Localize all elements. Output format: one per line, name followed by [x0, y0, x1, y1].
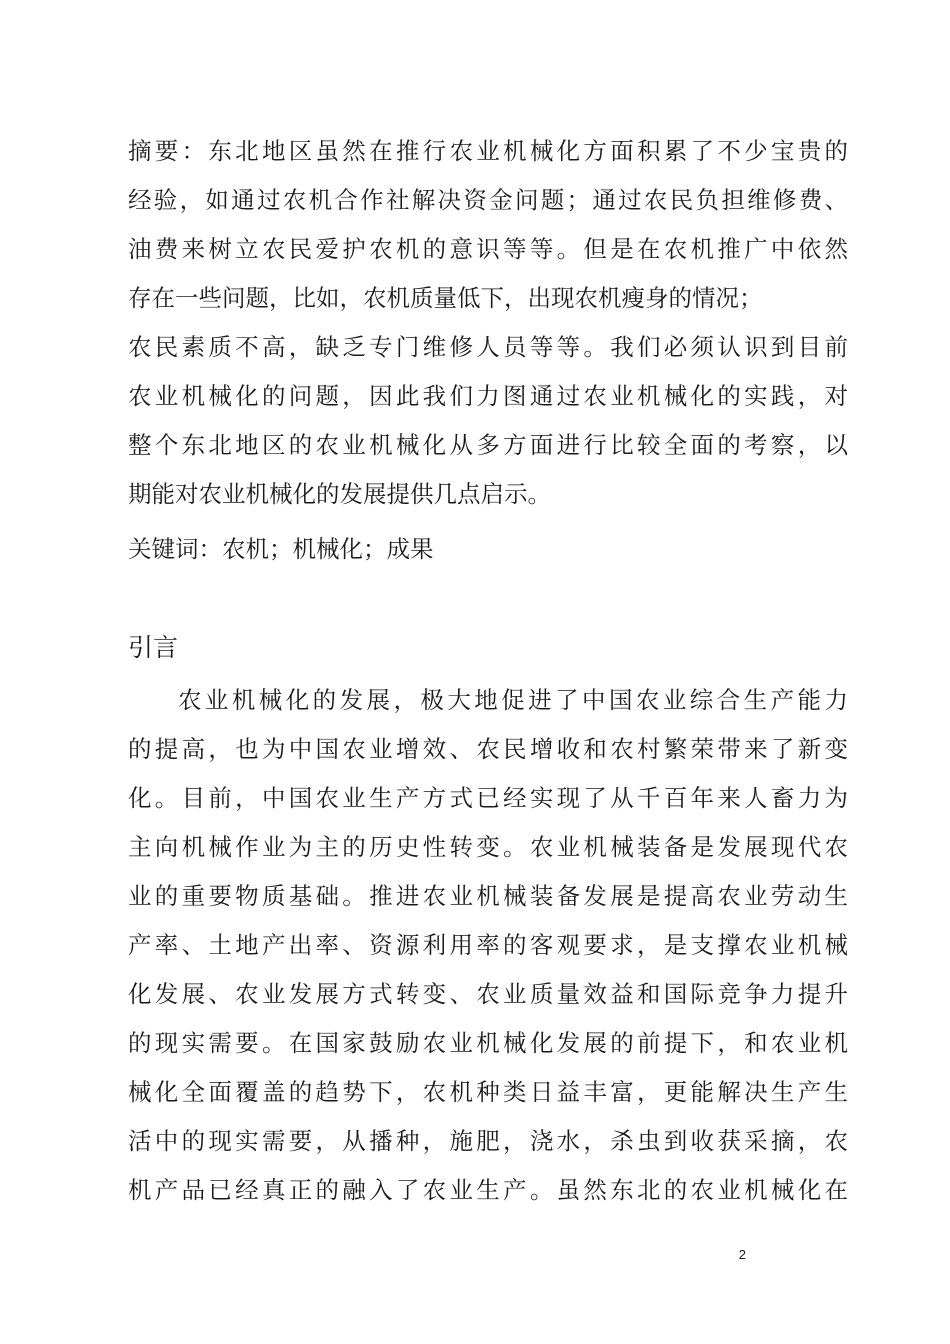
abstract-line: 整个东北地区的农业机械化从多方面进行比较全面的考察，以 — [128, 431, 848, 459]
paragraph-line: 械化全面覆盖的趋势下，农机种类日益丰富，更能解决生产生 — [128, 1078, 848, 1106]
paragraph-line: 产率、土地产出率、资源利用率的客观要求，是支撑农业机械 — [128, 931, 848, 959]
abstract-line: 存在一些问题，比如，农机质量低下，出现农机瘦身的情况； — [128, 284, 763, 312]
paragraph-line: 业的重要物质基础。推进农业机械装备发展是提高农业劳动生 — [128, 882, 848, 910]
paragraph-line: 的现实需要。在国家鼓励农业机械化发展的前提下，和农业机 — [128, 1029, 848, 1057]
paragraph-line: 农业机械化的发展，极大地促进了中国农业综合生产能力 — [178, 686, 848, 714]
paragraph-line: 机产品已经真正的融入了农业生产。虽然东北的农业机械化在 — [128, 1176, 848, 1204]
keywords-line: 关键词：农机；机械化；成果 — [128, 535, 434, 563]
abstract-line: 农业机械化的问题，因此我们力图通过农业机械化的实践，对 — [128, 382, 848, 410]
abstract-line: 期能对农业机械化的发展提供几点启示。 — [128, 480, 551, 508]
paragraph-line: 的提高，也为中国农业增效、农民增收和农村繁荣带来了新变 — [128, 735, 848, 763]
paragraph-line: 主向机械作业为主的历史性转变。农业机械装备是发展现代农 — [128, 833, 848, 861]
abstract-line: 油费来树立农民爱护农机的意识等等。但是在农机推广中依然 — [128, 235, 848, 263]
page-number: 2 — [738, 1247, 746, 1262]
paragraph-line: 活中的现实需要，从播种，施肥，浇水，杀虫到收获采摘，农 — [128, 1127, 848, 1155]
paragraph-line: 化发展、农业发展方式转变、农业质量效益和国际竞争力提升 — [128, 980, 848, 1008]
abstract-line: 摘要：东北地区虽然在推行农业机械化方面积累了不少宝贵的 — [128, 137, 848, 165]
paragraph-line: 化。目前，中国农业生产方式已经实现了从千百年来人畜力为 — [128, 784, 848, 812]
abstract-line: 农民素质不高，缺乏专门维修人员等等。我们必须认识到目前 — [128, 333, 848, 361]
abstract-line: 经验，如通过农机合作社解决资金问题；通过农民负担维修费、 — [128, 186, 848, 214]
section-heading: 引言 — [128, 633, 179, 662]
